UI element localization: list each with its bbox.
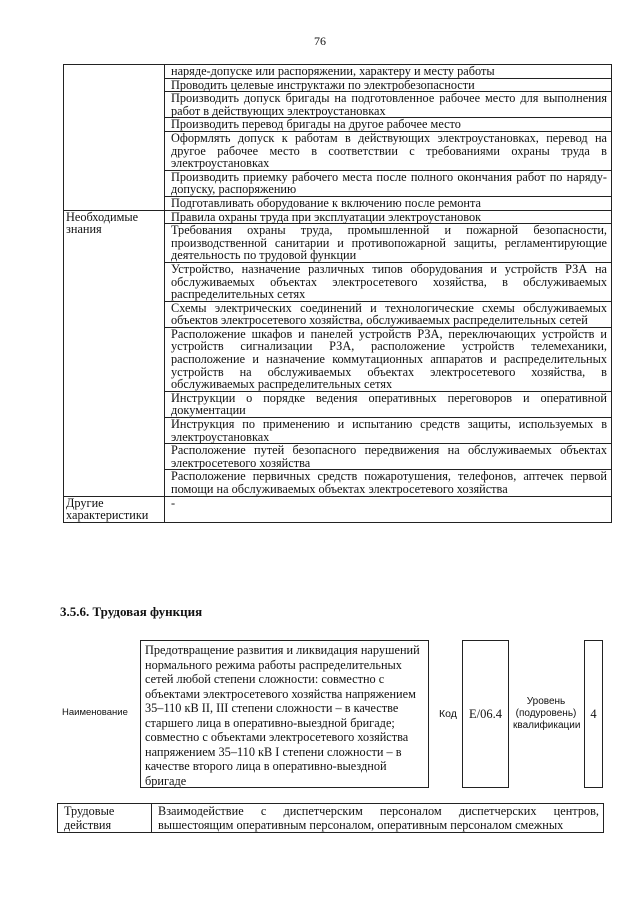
- row-item: Расположение путей безопасного передвижения на обслуживаемых объектах электросетевого хозяйства: [165, 444, 612, 470]
- row-item: Устройство, назначение различных типов оборудования и устройств РЗА на обслуживаемых объектах электросетевого хозяйства, в обслуживаемых распределительных сетях: [165, 262, 612, 301]
- row-item: Требования охраны труда, промышленной и пожарной безопасности, производственной санитарии и противопожарной защиты, регламентирующие деятельность по трудовой функции: [165, 224, 612, 263]
- row-item: Производить допуск бригады на подготовленное рабочее место для выполнения работ в действующих электроустановках: [165, 92, 612, 118]
- row-item: -: [165, 496, 612, 522]
- page-number: 76: [314, 34, 326, 48]
- row-item: Оформлять допуск к работам в действующих электроустановках, перевод на другое рабочее место в соответствии с требованиями охраны труда в электроустановках: [165, 131, 612, 170]
- row-item: Проводить целевые инструктажи по электробезопасности: [165, 78, 612, 92]
- function-name-value: Предотвращение развития и ликвидация нарушений нормального режима работы распределительных сетей любой степени сложности: совместно с объектами электросетевого хозяйства напряжением 35–110 кВ II, III степени сложности – в качестве старшего лица в оперативно-выездной бригаде; совместно с объектами электросетевого хозяйства напряжением 35–110 кВ I степени сложности – в качестве второго лица в оперативно-выездной бригаде: [140, 640, 429, 788]
- row-item: наряде-допуске или распоряжении, характеру и месту работы: [165, 65, 612, 79]
- row-category: Трудовые действия: [58, 804, 152, 833]
- name-label: Наименование: [62, 707, 128, 718]
- table-row: [64, 496, 612, 522]
- table-row: [64, 65, 612, 79]
- code-value: E/06.4: [462, 640, 509, 788]
- qualification-level-label: Уровень (подуровень) квалификации: [513, 696, 581, 731]
- row-category: [64, 65, 165, 211]
- table-row: [58, 804, 604, 833]
- row-item: Схемы электрических соединений и технологические схемы обслуживаемых объектов электросетевого хозяйства, обслуживаемых распределительных сетей: [165, 301, 612, 327]
- row-category: Другие характеристики: [64, 496, 165, 522]
- row-item: Расположение первичных средств пожаротушения, телефонов, аптечек первой помощи на обслуживаемых объектах электросетевого хозяйства: [165, 470, 612, 496]
- table-row: [64, 210, 612, 224]
- row-item: Взаимодействие с диспетчерским персоналом диспетчерских центров, вышестоящим оперативным персоналом, оперативным персоналом смежных: [152, 804, 604, 833]
- row-item: Расположение шкафов и панелей устройств РЗА, переключающих устройств и устройств сигнализации РЗА, расположение устройств телемеханики, расположение и назначение коммутационных аппаратов и распределительных устройств на обслуживаемых объектах электросетевого хозяйства, в обслуживаемых распределительных сетях: [165, 327, 612, 391]
- row-item: Производить приемку рабочего места после полного окончания работ по наряду-допуску, распоряжению: [165, 170, 612, 196]
- row-item: Производить перевод бригады на другое рабочее место: [165, 118, 612, 132]
- row-item: Правила охраны труда при эксплуатации электроустановок: [165, 210, 612, 224]
- row-item: Инструкция по применению и испытанию средств защиты, используемых в электроустановках: [165, 418, 612, 444]
- row-item: Инструкции о порядке ведения оперативных переговоров и оперативной документации: [165, 391, 612, 417]
- row-category: Необходимые знания: [64, 210, 165, 496]
- requirements-table: [63, 64, 612, 523]
- labor-actions-table: [57, 803, 604, 833]
- row-item: Подготавливать оборудование к включению после ремонта: [165, 196, 612, 210]
- code-label: Код: [439, 708, 457, 720]
- qualification-level-value: 4: [584, 640, 603, 788]
- section-title: 3.5.6. Трудовая функция: [60, 604, 203, 619]
